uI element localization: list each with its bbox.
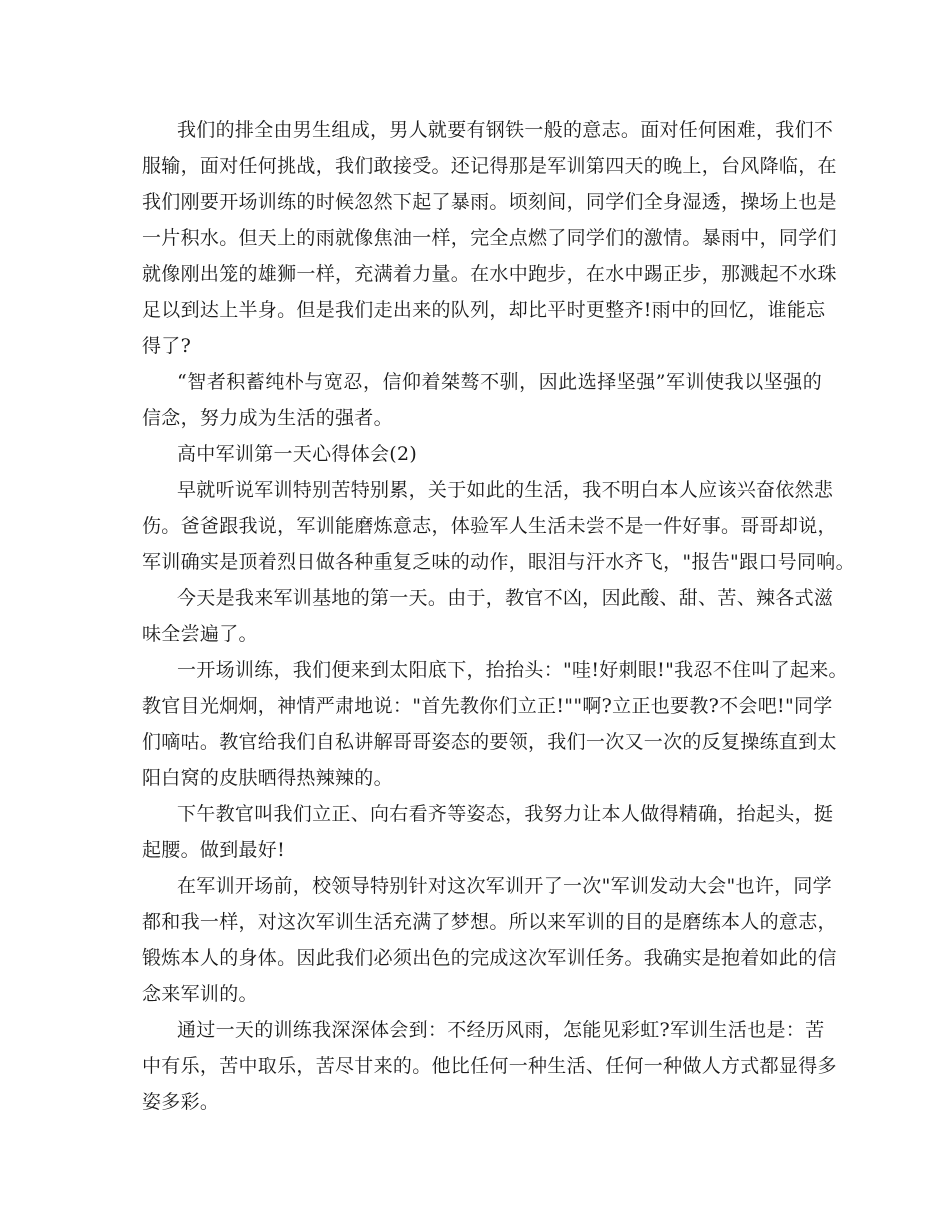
text-line: 阳白窝的皮肤晒得热辣辣的。 — [142, 767, 393, 789]
text-line: 中有乐，苦中取乐，苦尽甘来的。他比任何一种生活、任何一种做人方式都显得多 — [142, 1055, 837, 1077]
text-line: 早就听说军训特别苦特别累，关于如此的生活，我不明白本人应该兴奋依然悲 — [177, 479, 834, 501]
text-line: 教官目光炯炯，神情严肃地说："首先教你们立正!""啊?立正也要教?不会吧!"同学 — [142, 695, 833, 717]
text-line: 足以到达上半身。但是我们走出来的队列，却比平时更整齐!雨中的回忆，谁能忘 — [142, 299, 826, 321]
text-line: 今天是我来军训基地的第一天。由于，教官不凶，因此酸、甜、苦、辣各式滋 — [177, 587, 834, 609]
text-line: 们嘀咕。教官给我们自私讲解哥哥姿态的要领，我们一次又一次的反复操练直到太 — [142, 731, 837, 753]
text-line: 通过一天的训练我深深体会到：不经历风雨，怎能见彩虹?军训生活也是：苦 — [177, 1019, 825, 1041]
text-line: “智者积蓄纯朴与宽忍，信仰着桀骜不驯，因此选择坚强”军训使我以坚强的 — [177, 371, 822, 393]
text-line: 伤。爸爸跟我说，军训能磨炼意志，体验军人生活未尝不是一件好事。哥哥却说， — [142, 515, 837, 537]
text-line: 一开场训练，我们便来到太阳底下，抬抬头："哇!好刺眼!"我忍不住叫了起来。 — [177, 659, 848, 681]
text-line: 念来军训的。 — [142, 983, 258, 1005]
text-line: 军训确实是顶着烈日做各种重复乏味的动作，眼泪与汗水齐飞，"报告"跟口号同响。 — [142, 551, 855, 573]
text-line: 在军训开场前，校领导特别针对这次军训开了一次"军训发动大会"也许，同学 — [177, 875, 832, 897]
text-line: 味全尝遍了。 — [142, 623, 258, 645]
text-line: 得了? — [142, 335, 192, 357]
text-line: 锻炼本人的身体。因此我们必须出色的完成这次军训任务。我确实是抱着如此的信 — [142, 947, 837, 969]
text-line: 一片积水。但天上的雨就像焦油一样，完全点燃了同学们的激情。暴雨中，同学们 — [142, 227, 837, 249]
text-line: 下午教官叫我们立正、向右看齐等姿态，我努力让本人做得精确，抬起头，挺 — [177, 803, 834, 825]
text-line: 姿多彩。 — [142, 1091, 220, 1113]
text-line: 就像刚出笼的雄狮一样，充满着力量。在水中跑步，在水中踢正步，那溅起不水珠 — [142, 263, 837, 285]
text-line: 信念，努力成为生活的强者。 — [142, 407, 393, 429]
text-line: 服输，面对任何挑战，我们敢接受。还记得那是军训第四天的晚上，台风降临，在 — [142, 155, 837, 177]
section-title: 高中军训第一天心得体会(2) — [177, 443, 418, 465]
text-line: 都和我一样，对这次军训生活充满了梦想。所以来军训的目的是磨练本人的意志， — [142, 911, 837, 933]
text-line: 我们刚要开场训练的时候忽然下起了暴雨。顷刻间，同学们全身湿透，操场上也是 — [142, 191, 837, 213]
text-line: 起腰。做到最好! — [142, 839, 286, 861]
text-line: 我们的排全由男生组成，男人就要有钢铁一般的意志。面对任何困难，我们不 — [177, 119, 834, 141]
